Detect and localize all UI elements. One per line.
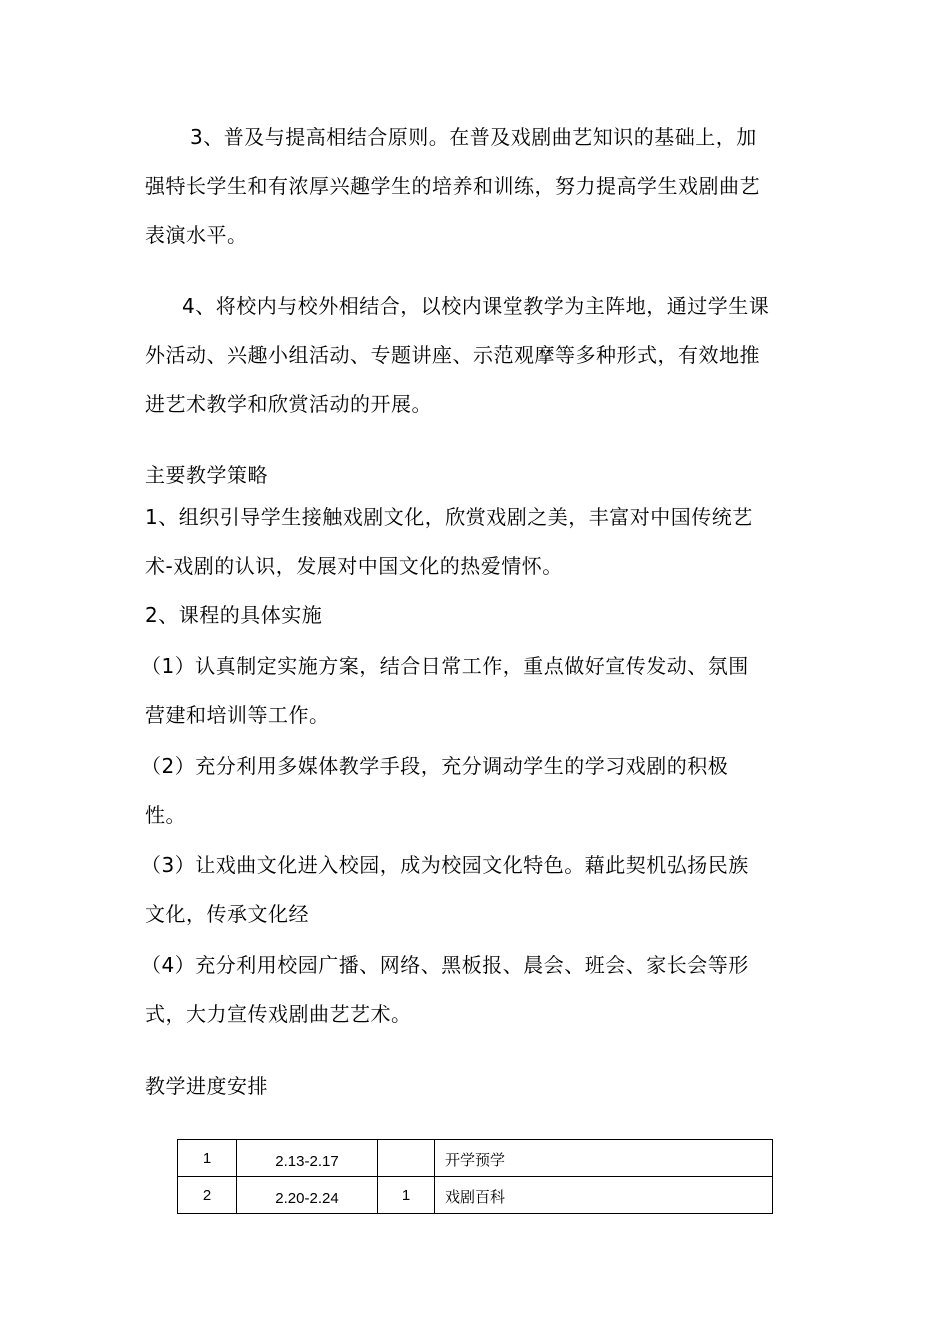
- implementation-item-3-line-2: 文化，传承文化经: [145, 902, 309, 926]
- implementation-item-4-line-2: 式，大力宣传戏剧曲艺艺术。: [145, 1002, 412, 1026]
- implementation-item-4-line-1: （4）充分利用校园广播、网络、黑板报、晨会、班会、家长会等形: [141, 953, 749, 977]
- section-heading-strategies: 主要教学策略: [145, 463, 268, 487]
- strategy-2-heading: 2、课程的具体实施: [145, 603, 323, 627]
- cell-text: 2.13-2.17: [275, 1153, 339, 1170]
- cell-text: [378, 1140, 434, 1150]
- implementation-item-2-line-2: 性。: [145, 803, 186, 827]
- paragraph-principle-4-line-3: 进艺术教学和欣赏活动的开展。: [145, 392, 432, 416]
- cell-text: 戏剧百科: [445, 1188, 506, 1206]
- implementation-item-3-line-1: （3）让戏曲文化进入校园，成为校园文化特色。藉此契机弘扬民族: [141, 853, 749, 877]
- paragraph-principle-3-line-1: 3、普及与提高相结合原则。在普及戏剧曲艺知识的基础上，加: [190, 125, 757, 149]
- implementation-item-1-line-1: （1）认真制定实施方案，结合日常工作，重点做好宣传发动、氛围: [141, 654, 749, 678]
- implementation-item-2-line-1: （2）充分利用多媒体教学手段，充分调动学生的学习戏剧的积极: [141, 754, 729, 778]
- cell-text: 开学预学: [445, 1151, 506, 1169]
- paragraph-principle-3-line-3: 表演水平。: [145, 223, 248, 247]
- table-row: [178, 1140, 773, 1177]
- strategy-1-line-2: 术-戏剧的认识，发展对中国文化的热爱情怀。: [145, 554, 563, 578]
- cell-text: 1: [202, 1150, 212, 1167]
- strategy-1-line-1: 1、组织引导学生接触戏剧文化，欣赏戏剧之美，丰富对中国传统艺: [145, 505, 753, 529]
- table-cell-topic: [435, 1140, 773, 1177]
- cell-text: 2: [202, 1187, 212, 1204]
- table-cell-lesson: [378, 1140, 435, 1177]
- table-cell-dates: [237, 1177, 378, 1214]
- cell-text: 1: [401, 1187, 411, 1204]
- implementation-item-1-line-2: 营建和培训等工作。: [145, 703, 330, 727]
- paragraph-principle-4-line-1: 4、将校内与校外相结合，以校内课堂教学为主阵地，通过学生课: [182, 294, 770, 318]
- table-row: [178, 1177, 773, 1214]
- table-cell-week: [178, 1140, 237, 1177]
- section-heading-schedule: 教学进度安排: [145, 1074, 268, 1098]
- table-cell-lesson: [378, 1177, 435, 1214]
- schedule-table: [177, 1139, 773, 1214]
- table-cell-dates: [237, 1140, 378, 1177]
- table-cell-topic: [435, 1177, 773, 1214]
- cell-text: 2.20-2.24: [275, 1190, 339, 1207]
- paragraph-principle-3-line-2: 强特长学生和有浓厚兴趣学生的培养和训练，努力提高学生戏剧曲艺: [145, 174, 760, 198]
- paragraph-principle-4-line-2: 外活动、兴趣小组活动、专题讲座、示范观摩等多种形式，有效地推: [145, 343, 760, 367]
- table-cell-week: [178, 1177, 237, 1214]
